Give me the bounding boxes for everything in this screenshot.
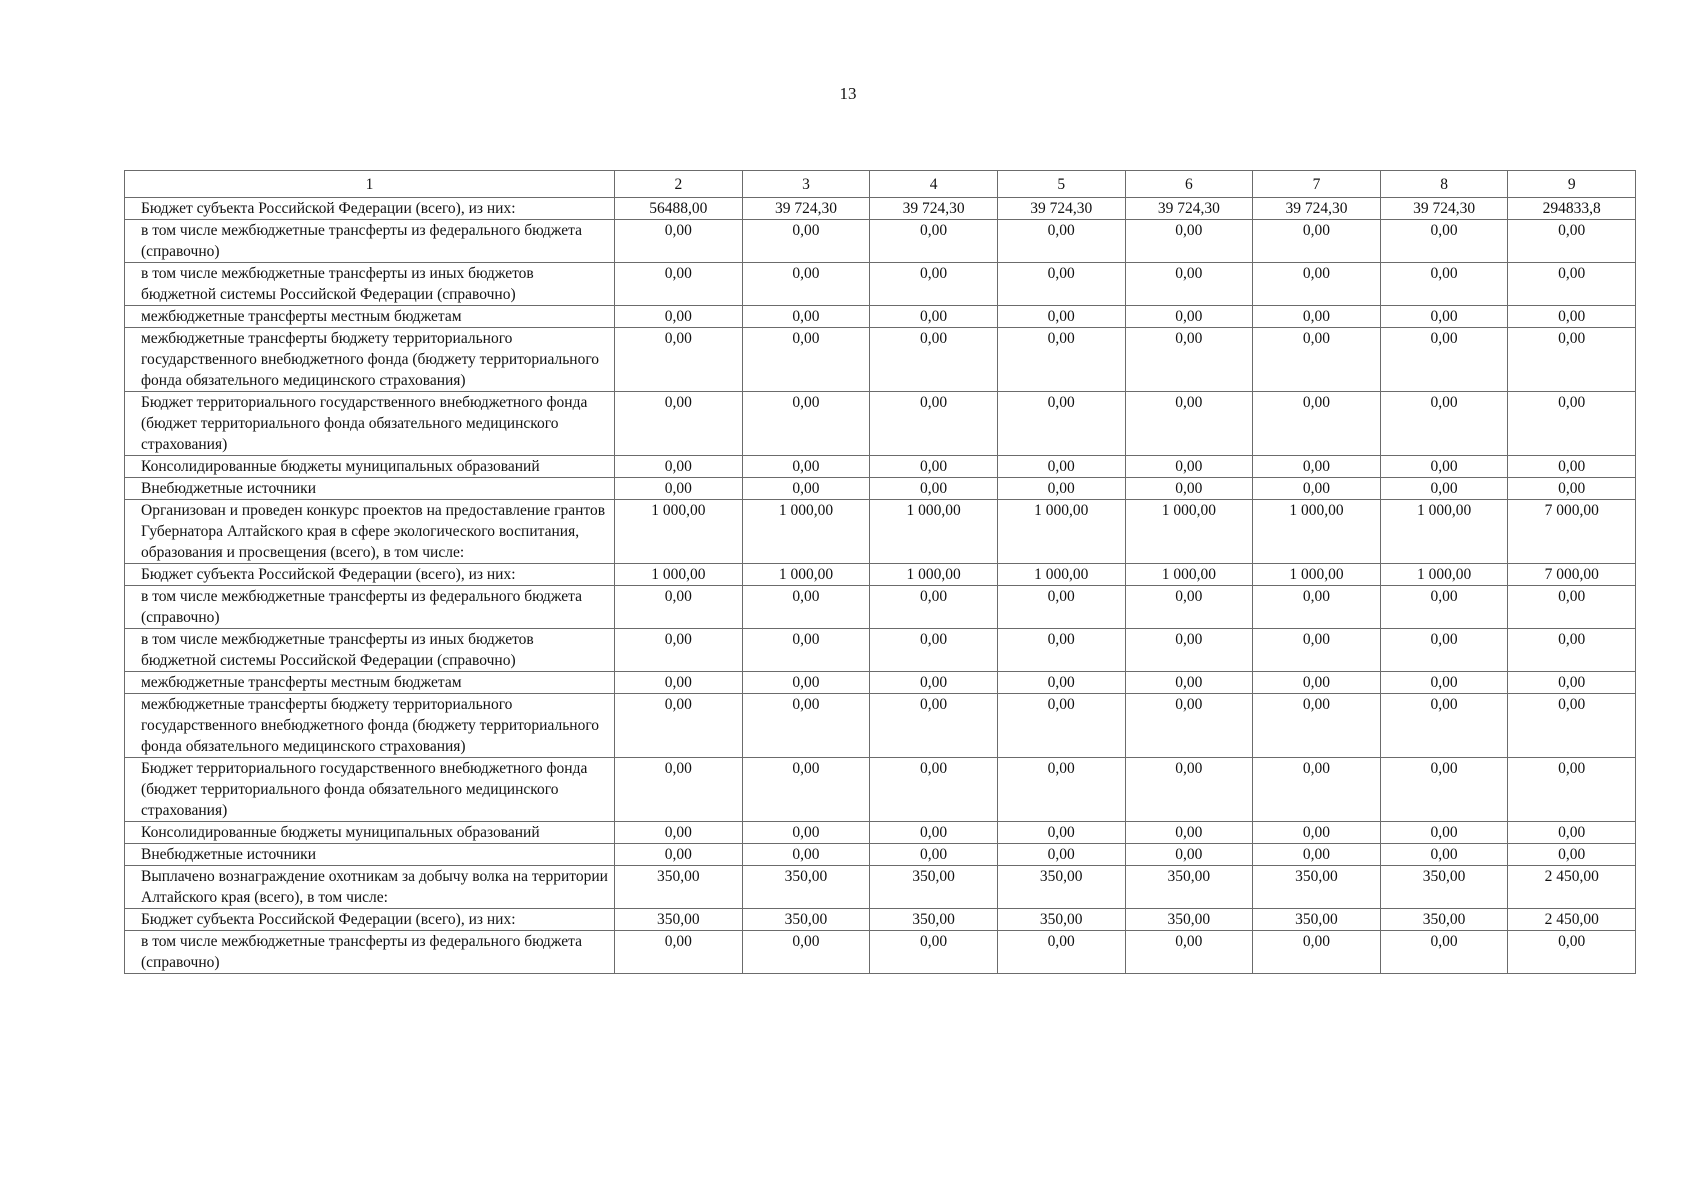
value-cell: 0,00 <box>1380 263 1508 306</box>
value-cell: 0,00 <box>1380 392 1508 456</box>
value-cell: 0,00 <box>1508 263 1636 306</box>
value-cell: 0,00 <box>870 328 998 392</box>
value-cell: 0,00 <box>1253 629 1381 672</box>
value-cell: 0,00 <box>1508 392 1636 456</box>
table-row <box>125 263 1636 306</box>
value-cell: 0,00 <box>1508 220 1636 263</box>
value-cell: 0,00 <box>615 263 743 306</box>
value-cell: 0,00 <box>870 456 998 478</box>
value-cell: 0,00 <box>742 220 870 263</box>
value-cell: 0,00 <box>615 758 743 822</box>
row-label: межбюджетные трансферты местным бюджетам <box>125 306 615 328</box>
value-cell: 0,00 <box>1380 629 1508 672</box>
value-cell: 0,00 <box>997 672 1125 694</box>
value-cell: 0,00 <box>870 758 998 822</box>
value-cell: 1 000,00 <box>870 500 998 564</box>
value-cell: 0,00 <box>1125 822 1253 844</box>
value-cell: 350,00 <box>1125 909 1253 931</box>
value-cell: 0,00 <box>615 694 743 758</box>
value-cell: 1 000,00 <box>615 564 743 586</box>
value-cell: 350,00 <box>615 909 743 931</box>
value-cell: 350,00 <box>1380 909 1508 931</box>
value-cell: 0,00 <box>870 478 998 500</box>
value-cell: 0,00 <box>742 931 870 974</box>
table-row <box>125 844 1636 866</box>
header-row <box>125 171 1636 198</box>
value-cell: 0,00 <box>997 844 1125 866</box>
value-cell: 0,00 <box>1125 478 1253 500</box>
table-row <box>125 392 1636 456</box>
value-cell: 0,00 <box>742 263 870 306</box>
value-cell: 1 000,00 <box>742 564 870 586</box>
value-cell: 0,00 <box>1125 629 1253 672</box>
value-cell: 0,00 <box>997 392 1125 456</box>
column-header-7: 7 <box>1253 171 1381 198</box>
value-cell: 0,00 <box>997 822 1125 844</box>
table-row <box>125 198 1636 220</box>
value-cell: 0,00 <box>742 306 870 328</box>
table-row <box>125 220 1636 263</box>
value-cell: 0,00 <box>870 822 998 844</box>
value-cell: 39 724,30 <box>1125 198 1253 220</box>
value-cell: 350,00 <box>1380 866 1508 909</box>
row-label: межбюджетные трансферты местным бюджетам <box>125 672 615 694</box>
value-cell: 0,00 <box>1380 758 1508 822</box>
value-cell: 350,00 <box>1253 866 1381 909</box>
value-cell: 0,00 <box>870 931 998 974</box>
budget-table <box>124 170 1636 974</box>
value-cell: 0,00 <box>870 694 998 758</box>
row-label: Бюджет субъекта Российской Федерации (всего), из них: <box>125 198 615 220</box>
row-label: в том числе межбюджетные трансферты из федерального бюджета (справочно) <box>125 220 615 263</box>
value-cell: 0,00 <box>742 822 870 844</box>
table-row <box>125 478 1636 500</box>
value-cell: 0,00 <box>1508 758 1636 822</box>
value-cell: 0,00 <box>742 392 870 456</box>
value-cell: 1 000,00 <box>997 564 1125 586</box>
value-cell: 0,00 <box>997 456 1125 478</box>
value-cell: 0,00 <box>615 328 743 392</box>
value-cell: 0,00 <box>1125 306 1253 328</box>
value-cell: 0,00 <box>615 220 743 263</box>
value-cell: 350,00 <box>1253 909 1381 931</box>
column-header-6: 6 <box>1125 171 1253 198</box>
row-label: в том числе межбюджетные трансферты из федерального бюджета (справочно) <box>125 931 615 974</box>
value-cell: 0,00 <box>742 328 870 392</box>
value-cell: 0,00 <box>870 672 998 694</box>
value-cell: 1 000,00 <box>1125 500 1253 564</box>
value-cell: 0,00 <box>1380 844 1508 866</box>
value-cell: 0,00 <box>870 586 998 629</box>
value-cell: 0,00 <box>1508 328 1636 392</box>
table-row <box>125 500 1636 564</box>
value-cell: 0,00 <box>870 220 998 263</box>
row-label: Бюджет субъекта Российской Федерации (всего), из них: <box>125 564 615 586</box>
row-label: Внебюджетные источники <box>125 844 615 866</box>
value-cell: 0,00 <box>742 586 870 629</box>
value-cell: 0,00 <box>870 392 998 456</box>
value-cell: 0,00 <box>615 478 743 500</box>
value-cell: 0,00 <box>1125 694 1253 758</box>
value-cell: 0,00 <box>1508 586 1636 629</box>
value-cell: 0,00 <box>1253 328 1381 392</box>
row-label: в том числе межбюджетные трансферты из федерального бюджета (справочно) <box>125 586 615 629</box>
table-row <box>125 866 1636 909</box>
row-label: Внебюджетные источники <box>125 478 615 500</box>
value-cell: 0,00 <box>1125 931 1253 974</box>
value-cell: 0,00 <box>1253 822 1381 844</box>
value-cell: 350,00 <box>1125 866 1253 909</box>
value-cell: 0,00 <box>615 306 743 328</box>
table-row <box>125 564 1636 586</box>
page-number: 13 <box>839 84 857 103</box>
value-cell: 0,00 <box>1508 306 1636 328</box>
value-cell: 1 000,00 <box>742 500 870 564</box>
value-cell: 0,00 <box>1380 672 1508 694</box>
value-cell: 0,00 <box>615 456 743 478</box>
value-cell: 0,00 <box>997 306 1125 328</box>
value-cell: 0,00 <box>615 629 743 672</box>
table-row <box>125 306 1636 328</box>
value-cell: 0,00 <box>1253 931 1381 974</box>
value-cell: 0,00 <box>1125 456 1253 478</box>
table-row <box>125 909 1636 931</box>
value-cell: 0,00 <box>997 263 1125 306</box>
value-cell: 2 450,00 <box>1508 866 1636 909</box>
value-cell: 0,00 <box>742 844 870 866</box>
value-cell: 0,00 <box>1253 456 1381 478</box>
value-cell: 0,00 <box>742 478 870 500</box>
value-cell: 350,00 <box>997 909 1125 931</box>
value-cell: 0,00 <box>1253 263 1381 306</box>
value-cell: 350,00 <box>742 909 870 931</box>
value-cell: 0,00 <box>742 672 870 694</box>
value-cell: 0,00 <box>870 306 998 328</box>
value-cell: 39 724,30 <box>997 198 1125 220</box>
value-cell: 0,00 <box>1125 328 1253 392</box>
column-header-4: 4 <box>870 171 998 198</box>
value-cell: 0,00 <box>1508 456 1636 478</box>
value-cell: 0,00 <box>1508 478 1636 500</box>
value-cell: 0,00 <box>997 629 1125 672</box>
value-cell: 350,00 <box>742 866 870 909</box>
value-cell: 0,00 <box>1253 694 1381 758</box>
value-cell: 56488,00 <box>615 198 743 220</box>
value-cell: 1 000,00 <box>1253 564 1381 586</box>
column-header-3: 3 <box>742 171 870 198</box>
table-row <box>125 456 1636 478</box>
table-row <box>125 328 1636 392</box>
row-label: межбюджетные трансферты бюджету территориального государственного внебюджетного фонда (бюджету территориального фонда обязательного медицинского страхования) <box>125 328 615 392</box>
value-cell: 0,00 <box>742 758 870 822</box>
value-cell: 0,00 <box>1508 629 1636 672</box>
value-cell: 0,00 <box>1253 478 1381 500</box>
value-cell: 0,00 <box>615 822 743 844</box>
value-cell: 0,00 <box>1508 822 1636 844</box>
value-cell: 0,00 <box>1508 844 1636 866</box>
table-row <box>125 629 1636 672</box>
row-label: межбюджетные трансферты бюджету территориального государственного внебюджетного фонда (бюджету территориального фонда обязательного медицинского страхования) <box>125 694 615 758</box>
value-cell: 0,00 <box>870 844 998 866</box>
column-header-1: 1 <box>125 171 615 198</box>
value-cell: 7 000,00 <box>1508 564 1636 586</box>
column-header-2: 2 <box>615 171 743 198</box>
value-cell: 350,00 <box>870 866 998 909</box>
value-cell: 0,00 <box>1508 931 1636 974</box>
value-cell: 0,00 <box>1253 844 1381 866</box>
value-cell: 0,00 <box>1380 694 1508 758</box>
value-cell: 0,00 <box>1253 586 1381 629</box>
column-header-8: 8 <box>1380 171 1508 198</box>
value-cell: 0,00 <box>742 694 870 758</box>
value-cell: 0,00 <box>997 220 1125 263</box>
value-cell: 0,00 <box>997 694 1125 758</box>
value-cell: 1 000,00 <box>1125 564 1253 586</box>
row-label: Консолидированные бюджеты муниципальных образований <box>125 822 615 844</box>
value-cell: 0,00 <box>1508 672 1636 694</box>
value-cell: 0,00 <box>997 328 1125 392</box>
value-cell: 0,00 <box>1253 392 1381 456</box>
value-cell: 0,00 <box>1380 586 1508 629</box>
value-cell: 0,00 <box>997 478 1125 500</box>
value-cell: 0,00 <box>1253 672 1381 694</box>
value-cell: 7 000,00 <box>1508 500 1636 564</box>
value-cell: 1 000,00 <box>870 564 998 586</box>
value-cell: 1 000,00 <box>615 500 743 564</box>
table-header <box>125 171 1636 198</box>
row-label: Бюджет субъекта Российской Федерации (всего), из них: <box>125 909 615 931</box>
table-body <box>125 198 1636 974</box>
column-header-9: 9 <box>1508 171 1636 198</box>
value-cell: 0,00 <box>1125 672 1253 694</box>
table-row <box>125 822 1636 844</box>
value-cell: 0,00 <box>997 586 1125 629</box>
value-cell: 0,00 <box>870 629 998 672</box>
value-cell: 0,00 <box>1380 931 1508 974</box>
value-cell: 1 000,00 <box>1380 564 1508 586</box>
value-cell: 0,00 <box>997 758 1125 822</box>
value-cell: 0,00 <box>1253 220 1381 263</box>
value-cell: 1 000,00 <box>997 500 1125 564</box>
value-cell: 0,00 <box>1125 263 1253 306</box>
value-cell: 0,00 <box>1125 392 1253 456</box>
value-cell: 0,00 <box>742 456 870 478</box>
table-row <box>125 931 1636 974</box>
table-row <box>125 586 1636 629</box>
value-cell: 0,00 <box>1380 328 1508 392</box>
value-cell: 39 724,30 <box>742 198 870 220</box>
value-cell: 0,00 <box>615 392 743 456</box>
value-cell: 0,00 <box>1125 844 1253 866</box>
value-cell: 0,00 <box>870 263 998 306</box>
column-header-5: 5 <box>997 171 1125 198</box>
value-cell: 350,00 <box>997 866 1125 909</box>
row-label: Выплачено вознаграждение охотникам за добычу волка на территории Алтайского края (всего), в том числе: <box>125 866 615 909</box>
value-cell: 0,00 <box>742 629 870 672</box>
row-label: в том числе межбюджетные трансферты из иных бюджетов бюджетной системы Российской Федерации (справочно) <box>125 629 615 672</box>
value-cell: 0,00 <box>1253 306 1381 328</box>
value-cell: 294833,8 <box>1508 198 1636 220</box>
table-row <box>125 758 1636 822</box>
value-cell: 39 724,30 <box>870 198 998 220</box>
value-cell: 0,00 <box>1125 220 1253 263</box>
value-cell: 0,00 <box>1380 220 1508 263</box>
value-cell: 0,00 <box>1253 758 1381 822</box>
value-cell: 350,00 <box>615 866 743 909</box>
row-label: в том числе межбюджетные трансферты из иных бюджетов бюджетной системы Российской Федерации (справочно) <box>125 263 615 306</box>
value-cell: 39 724,30 <box>1253 198 1381 220</box>
value-cell: 350,00 <box>870 909 998 931</box>
value-cell: 0,00 <box>1380 306 1508 328</box>
value-cell: 0,00 <box>1125 586 1253 629</box>
value-cell: 0,00 <box>615 844 743 866</box>
row-label: Консолидированные бюджеты муниципальных образований <box>125 456 615 478</box>
row-label: Бюджет территориального государственного внебюджетного фонда (бюджет территориального фонда обязательного медицинского страхования) <box>125 392 615 456</box>
value-cell: 39 724,30 <box>1380 198 1508 220</box>
value-cell: 0,00 <box>1125 758 1253 822</box>
table-row <box>125 694 1636 758</box>
value-cell: 0,00 <box>615 672 743 694</box>
row-label: Бюджет территориального государственного внебюджетного фонда (бюджет территориального фонда обязательного медицинского страхования) <box>125 758 615 822</box>
value-cell: 0,00 <box>615 931 743 974</box>
value-cell: 0,00 <box>1380 478 1508 500</box>
value-cell: 0,00 <box>997 931 1125 974</box>
value-cell: 0,00 <box>1508 694 1636 758</box>
value-cell: 0,00 <box>1380 822 1508 844</box>
value-cell: 0,00 <box>1380 456 1508 478</box>
value-cell: 0,00 <box>615 586 743 629</box>
value-cell: 1 000,00 <box>1380 500 1508 564</box>
table-row <box>125 672 1636 694</box>
value-cell: 2 450,00 <box>1508 909 1636 931</box>
value-cell: 1 000,00 <box>1253 500 1381 564</box>
row-label: Организован и проведен конкурс проектов на предоставление грантов Губернатора Алтайского края в сфере экологического воспитания, образования и просвещения (всего), в том числе: <box>125 500 615 564</box>
